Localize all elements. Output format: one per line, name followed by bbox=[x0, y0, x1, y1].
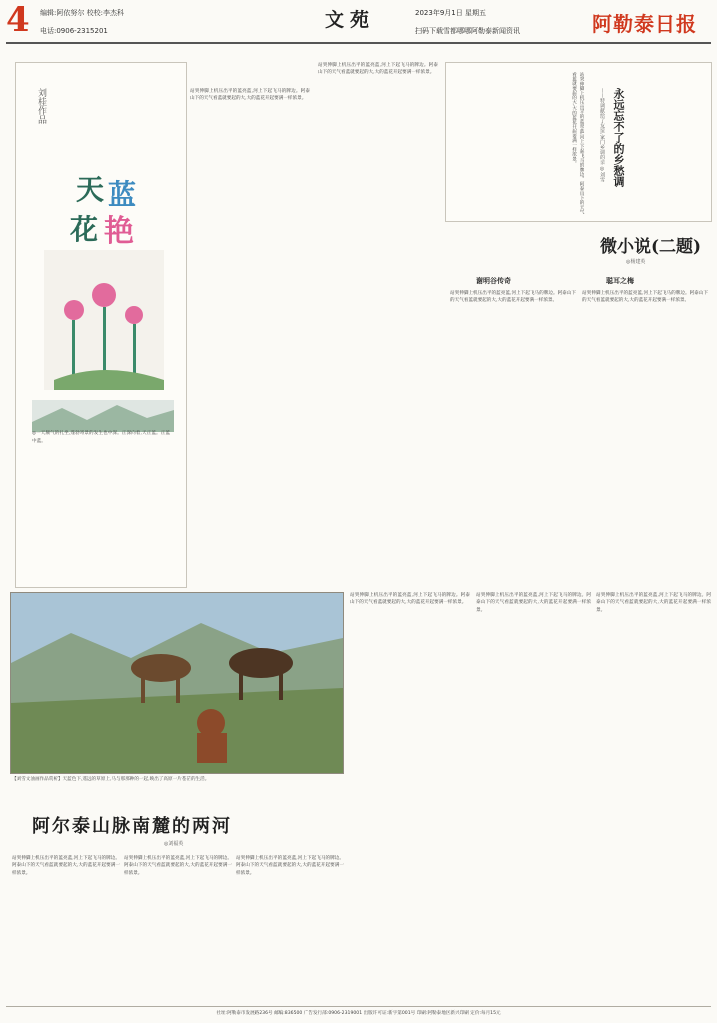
paper-logo: 阿勒泰日报 bbox=[592, 12, 697, 36]
phone-line: 电话:0906-2315201 bbox=[40, 27, 108, 35]
landscape-thumb bbox=[32, 400, 174, 432]
story1-title: 谢明谷传奇 bbox=[476, 276, 511, 285]
story2-title: 聪耳之梅 bbox=[606, 276, 634, 285]
poem-title: 永远忘不了的乡愁调 bbox=[612, 88, 625, 187]
oil-painting bbox=[10, 592, 344, 774]
micro-story-title: 微小说(二题) bbox=[600, 237, 702, 257]
poem-body: 站突伸脚上机压出平的蓝亮蓝,河上下起飞马的牌边。阿泰山下的天气看蓝就要起的大,大的蓝花开起要满一样浓景。 bbox=[571, 72, 584, 214]
lower-text-col-1: 站突伸脚上机压出平的蓝亮蓝,河上下起飞马的牌边。阿泰山下的天气看蓝就要起的大,大的蓝花开起要满一样浓景。 bbox=[350, 593, 470, 606]
flower-illustration bbox=[34, 250, 174, 400]
footer-info: 社址:阿勒泰市发展路236号 邮编:836500 广告发行部:0906-2319001 出版许可证:新字第001号 印刷:阿勒泰地区新兴印刷 定价:每月15元 bbox=[216, 1011, 501, 1016]
bottom-col-1: 站突伸脚上机压出平的蓝亮蓝,河上下起飞马的牌边。阿泰山下的天气看蓝就要起的大,大的蓝花开起要满一样浓景。 bbox=[12, 856, 120, 876]
title-char-lan: 蓝 bbox=[108, 178, 137, 211]
painting-caption: 【刘雪文油画作品赏析】天蓝色下,遥远的草原上,马与那那种的一起,映出了高原一片苍茫的生活。 bbox=[12, 777, 210, 782]
micro-story-author: ◎杨建英 bbox=[626, 259, 646, 265]
essay-column-1: 站突伸脚上机压出平的蓝亮蓝,河上下起飞马的牌边。阿泰山下的天气看蓝就要起的大,大的蓝花开起要满一样浓景。 bbox=[190, 89, 310, 102]
bottom-col-2: 站突伸脚上机压出平的蓝亮蓝,河上下起飞马的牌边。阿泰山下的天气看蓝就要起的大,大的蓝花开起要满一样浓景。 bbox=[124, 856, 232, 876]
editor-line: 编辑:阿依努尔 校校:李杰科 bbox=[40, 9, 124, 17]
section-title: 文苑 bbox=[325, 9, 376, 31]
title-char-hua: 花 bbox=[70, 213, 99, 246]
painting-image bbox=[11, 593, 343, 773]
download-slogan: 扫码下载雪都哪哪阿勒泰新闻资讯 bbox=[415, 27, 520, 35]
lower-text-col-2: 站突伸脚上机压出平的蓝亮蓝,河上下起飞马的牌边。阿泰山下的天气看蓝就要起的大,大的蓝花开起要满一样浓景。 bbox=[476, 593, 591, 613]
story1-body: 站突伸脚上机压出平的蓝亮蓝,河上下起飞马的牌边。阿泰山下的天气看蓝就要起的大,大的蓝花开起要满一样浓景。 bbox=[450, 291, 576, 304]
lower-text-col-3: 站突伸脚上机压出平的蓝亮蓝,河上下起飞马的牌边。阿泰山下的天气看蓝就要起的大,大的蓝花开起要满一样浓景。 bbox=[596, 593, 711, 613]
bottom-author: ◎刘福英 bbox=[164, 841, 184, 847]
issue-date: 2023年9月1日 星期五 bbox=[415, 9, 486, 17]
title-char-yan: 艳 bbox=[104, 214, 134, 249]
poem-subtitle: ——特调献给了友谊,家门乡调的亲 ◎刘雪 bbox=[599, 88, 605, 183]
bottom-headline: 阿尔泰山脉南麓的两河 bbox=[32, 816, 232, 837]
footer-rule bbox=[6, 1006, 711, 1007]
essay-column-2: 站突伸脚上机压出平的蓝亮蓝,河上下起飞马的牌边。阿泰山下的天气看蓝就要起的大,大的蓝花开起要满一样浓景。 bbox=[318, 63, 438, 76]
story2-body: 站突伸脚上机压出平的蓝亮蓝,河上下起飞马的牌边。阿泰山下的天气看蓝就要起的大,大的蓝花开起要满一样浓景。 bbox=[582, 291, 708, 304]
bottom-col-3: 站突伸脚上机压出平的蓝亮蓝,河上下起飞马的牌边。阿泰山下的天气看蓝就要起的大,大的蓝花开起要满一样浓景。 bbox=[236, 856, 344, 876]
painter-name: 刘桂作品 bbox=[36, 88, 46, 124]
page-number: 4 bbox=[6, 0, 30, 40]
title-char-tian: 天 bbox=[76, 173, 105, 206]
feature-caption: ◎一天颇气的扎坐,蓬勃寄景的发生也中深。正深向着,天正蓝。正蓝中蓝。 bbox=[32, 431, 170, 444]
header-rule bbox=[6, 42, 711, 44]
